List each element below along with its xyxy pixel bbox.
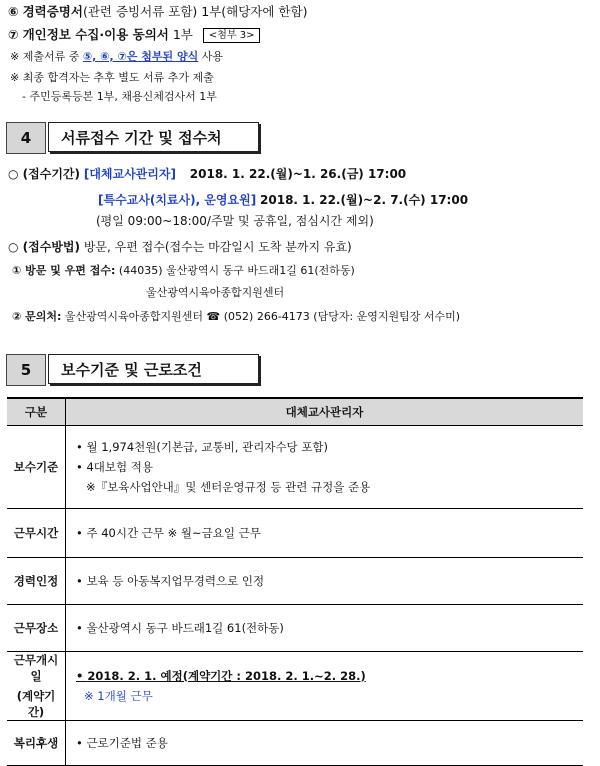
method-line (8, 238, 352, 255)
pay-label: 보수기준 (7, 426, 66, 509)
career-label: 경력인정 (7, 558, 66, 605)
welfare-line-1: • 근로기준법 준용 (76, 733, 582, 753)
table-row-welfare (7, 721, 583, 766)
visit-line (12, 262, 355, 278)
career-content (66, 558, 584, 605)
section-5-title: 보수기준 및 근로조건 (48, 354, 259, 384)
method-label: ○ (접수방법) (8, 240, 80, 254)
attachment-badge: <첨부 3> (203, 28, 261, 43)
hours-line-1: • 주 40시간 근무 ※ 월~금요일 근무 (76, 523, 582, 543)
start-label-2: (계약기간) (16, 689, 56, 719)
contact-label: ② 문의처: (12, 310, 62, 323)
visit-address: (44035) 울산광역시 동구 바드래1길 61(전하동) (118, 264, 355, 277)
item-6-title: 경력증명서 (22, 4, 83, 19)
method-text: 방문, 우편 접수(접수는 마감일시 도착 분까지 유효) (83, 240, 352, 254)
start-content (66, 652, 584, 721)
pay-line-2: • 4대보험 적용 (76, 457, 582, 477)
period-line-1 (8, 165, 406, 182)
pay-content (66, 426, 584, 509)
period-1-role: [대체교사관리자] (83, 167, 176, 181)
table-row-career (7, 558, 583, 605)
table-header-row (7, 398, 583, 426)
contact-line (12, 308, 460, 324)
item-7 (8, 25, 260, 43)
item-7-number: ⑦ (8, 27, 19, 42)
period-note: (평일 09:00~18:00/주말 및 공휴일, 점심시간 제외) (96, 214, 374, 228)
contact-text: 울산광역시육아종합지원센터 ☎ (052) 266-4173 (담당자: 운영지원팀장 서수미) (64, 310, 461, 323)
table-row-pay (7, 426, 583, 509)
note-final-candidates: ※ 최종 합격자는 추후 별도 서류 추가 제출 (10, 71, 214, 84)
section-4-title: 서류접수 기간 및 접수처 (48, 122, 259, 152)
period-label: ○ (접수기간) (8, 167, 80, 181)
start-label (7, 652, 66, 721)
career-line-1: • 보육 등 아동복지업무경력으로 인정 (76, 571, 582, 591)
item-6-detail: (관련 증빙서류 포함) 1부(해당자에 한함) (82, 4, 308, 19)
item-6 (8, 2, 307, 20)
period-2-role: [특수교사(치료사), 운영요원] (98, 193, 257, 207)
place-label: 근무장소 (7, 605, 66, 652)
pay-line-1: • 월 1,974천원(기본급, 교통비, 관리자수당 포함) (76, 437, 582, 457)
pay-line-3: ※『보육사업안내』및 센터운영규정 등 관련 규정을 준용 (86, 480, 371, 494)
hours-label: 근무시간 (7, 509, 66, 558)
note-prefix: ※ 제출서류 중 (10, 50, 83, 63)
table-row-start (7, 652, 583, 721)
welfare-content (66, 721, 584, 766)
header-category: 구분 (7, 398, 66, 426)
note-documents: - 주민등록등본 1부, 채용신체검사서 1부 (22, 90, 217, 103)
hours-content (66, 509, 584, 558)
visit-label: ① 방문 및 우편 접수: (12, 264, 116, 277)
start-label-1: 근무개시일 (13, 653, 59, 683)
place-content (66, 605, 584, 652)
welfare-label: 복리후생 (7, 721, 66, 766)
section-5-number: 5 (6, 354, 46, 386)
place-line-1: • 울산광역시 동구 바드래1길 61(전하동) (76, 618, 582, 638)
period-2-dates: 2018. 1. 22.(월)~2. 7.(수) 17:00 (260, 193, 469, 207)
table-row-hours (7, 509, 583, 558)
start-line-1: • 2018. 2. 1. 예정(계약기간 : 2018. 2. 1.~2. 28.) (76, 666, 582, 686)
table-row-place (7, 605, 583, 652)
visit-center: 울산광역시육아종합지원센터 (146, 286, 285, 299)
item-7-detail: 1부 (172, 27, 193, 42)
section-4-number: 4 (6, 122, 46, 154)
start-line-2: ※ 1개월 근무 (84, 689, 153, 703)
header-position: 대체교사관리자 (66, 398, 584, 426)
period-line-2 (98, 191, 468, 208)
note-submission-forms (10, 48, 223, 64)
note-highlight: ⑤, ⑥, ⑦은 첨부된 양식 (82, 50, 199, 63)
note-suffix: 사용 (198, 50, 223, 63)
item-7-title: 개인정보 수집·이용 동의서 (22, 27, 169, 42)
period-1-dates: 2018. 1. 22.(월)~1. 26.(금) 17:00 (189, 167, 407, 181)
item-6-number: ⑥ (8, 4, 19, 19)
conditions-table (7, 397, 583, 766)
